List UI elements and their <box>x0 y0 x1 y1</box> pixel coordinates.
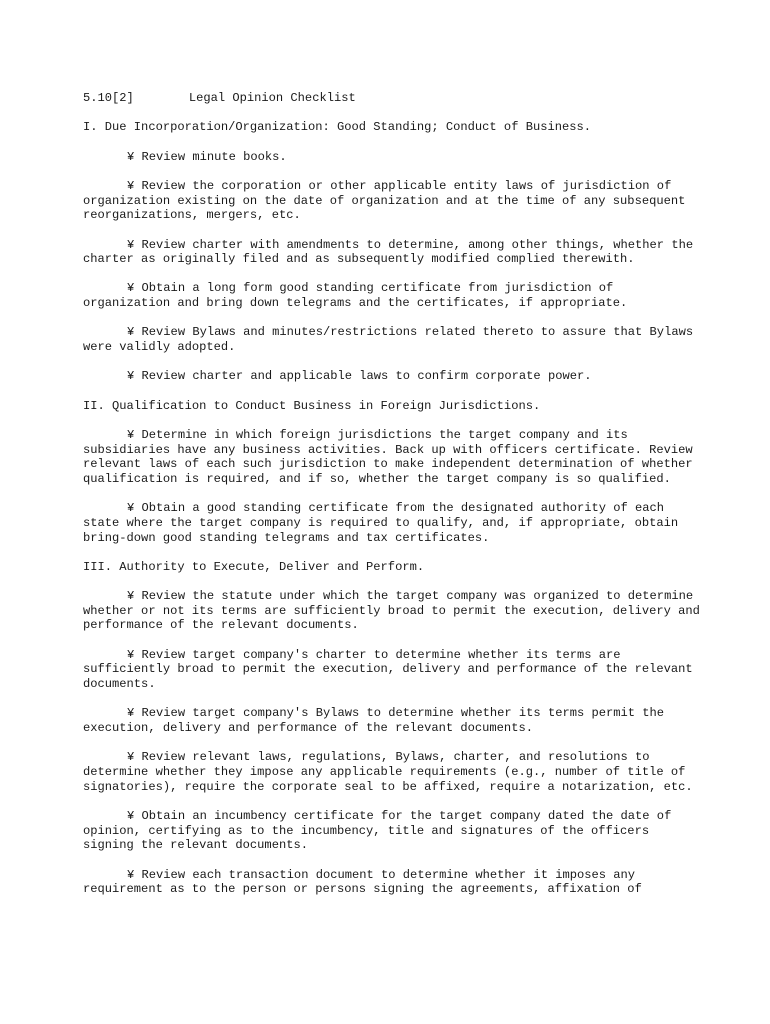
checklist-item <box>83 589 703 633</box>
checklist-item <box>83 750 703 794</box>
checklist-item <box>83 179 703 223</box>
checklist-item-text: Review target company's charter to determine whether its terms are sufficiently broad to permit the execution, delivery and performance of the relevant documents. <box>83 647 693 692</box>
bullet-icon: ¥ <box>127 237 135 252</box>
checklist-item-text: Review charter with amendments to determine, among other things, whether the charter as originally filed and as subsequently modified complied therewith. <box>83 237 694 267</box>
bullet-icon: ¥ <box>127 149 135 164</box>
checklist-item-text: Review Bylaws and minutes/restrictions related thereto to assure that Bylaws were validly adopted. <box>83 325 694 355</box>
checklist-item <box>83 428 703 487</box>
checklist-item-text: Review minute books. <box>141 149 287 164</box>
checklist-item-text: Determine in which foreign jurisdictions the target company and its subsidiaries have any business activities. Back up with officers certificate. Review relevant laws of each such jurisdiction to make independent determination of whether qualification is required, and if so, whether the target company is so qualified. <box>83 427 693 486</box>
bullet-icon: ¥ <box>127 178 135 193</box>
checklist-item <box>83 868 703 897</box>
bullet-icon: ¥ <box>127 325 135 340</box>
bullet-icon: ¥ <box>127 647 135 662</box>
checklist-item-text: Review charter and applicable laws to confirm corporate power. <box>141 369 592 384</box>
section-heading: III. Authority to Execute, Deliver and Perform. <box>83 559 425 574</box>
checklist-item-text: Obtain an incumbency certificate for the target company dated the date of opinion, certifying as to the incumbency, title and signatures of the officers signing the relevant documents. <box>83 808 672 853</box>
checklist-item <box>83 325 703 354</box>
checklist-item <box>83 238 703 267</box>
bullet-icon: ¥ <box>127 281 135 296</box>
checklist-item <box>83 150 703 165</box>
checklist-item-text: Review each transaction document to determine whether it imposes any requirement as to the person or persons signing the agreements, affixation of <box>83 867 642 897</box>
section-heading: II. Qualification to Conduct Business in Foreign Jurisdictions. <box>83 398 541 413</box>
checklist-item-text: Review relevant laws, regulations, Bylaws, charter, and resolutions to determine whether they impose any applicable requirements (e.g., number of title of signatories), require the corporate seal to be affixed, require a notarization, etc. <box>83 750 693 794</box>
checklist-item-text: Obtain a long form good standing certificate from jurisdiction of organization and bring down telegrams and the certificates, if appropriate. <box>83 281 628 311</box>
bullet-icon: ¥ <box>127 427 135 442</box>
checklist-item <box>83 648 703 692</box>
section-heading: I. Due Incorporation/Organization: Good Standing; Conduct of Business. <box>83 120 592 135</box>
document-page <box>83 91 703 911</box>
checklist-item <box>83 369 703 384</box>
bullet-icon: ¥ <box>127 867 135 882</box>
checklist-item-text: Review target company's Bylaws to determine whether its terms permit the execution, delivery and performance of the relevant documents. <box>83 706 665 735</box>
bullet-icon: ¥ <box>127 589 135 604</box>
checklist-item <box>83 281 703 310</box>
checklist-item <box>83 501 703 545</box>
document-heading <box>83 91 703 106</box>
checklist-item-text: Obtain a good standing certificate from the designated authority of each state where the target company is required to qualify, and, if appropriate, obtain bring-down good standing telegrams and tax certificates. <box>83 501 679 545</box>
bullet-icon: ¥ <box>127 369 135 384</box>
bullet-icon: ¥ <box>127 750 135 765</box>
checklist-item-text: Review the corporation or other applicable entity laws of jurisdiction of organization existing on the date of organization and at the time of any subsequent reorganizations, mergers, etc. <box>83 178 686 223</box>
document-number: 5.10[2] <box>83 91 134 105</box>
checklist-item <box>83 706 703 735</box>
bullet-icon: ¥ <box>127 706 135 721</box>
checklist-item <box>83 809 703 853</box>
document-title: Legal Opinion Checklist <box>188 91 356 105</box>
bullet-icon: ¥ <box>127 501 135 516</box>
bullet-icon: ¥ <box>127 808 135 823</box>
checklist-item-text: Review the statute under which the target company was organized to determine whether or not its terms are sufficiently broad to permit the execution, delivery and performance of the relevant documents. <box>83 589 700 633</box>
